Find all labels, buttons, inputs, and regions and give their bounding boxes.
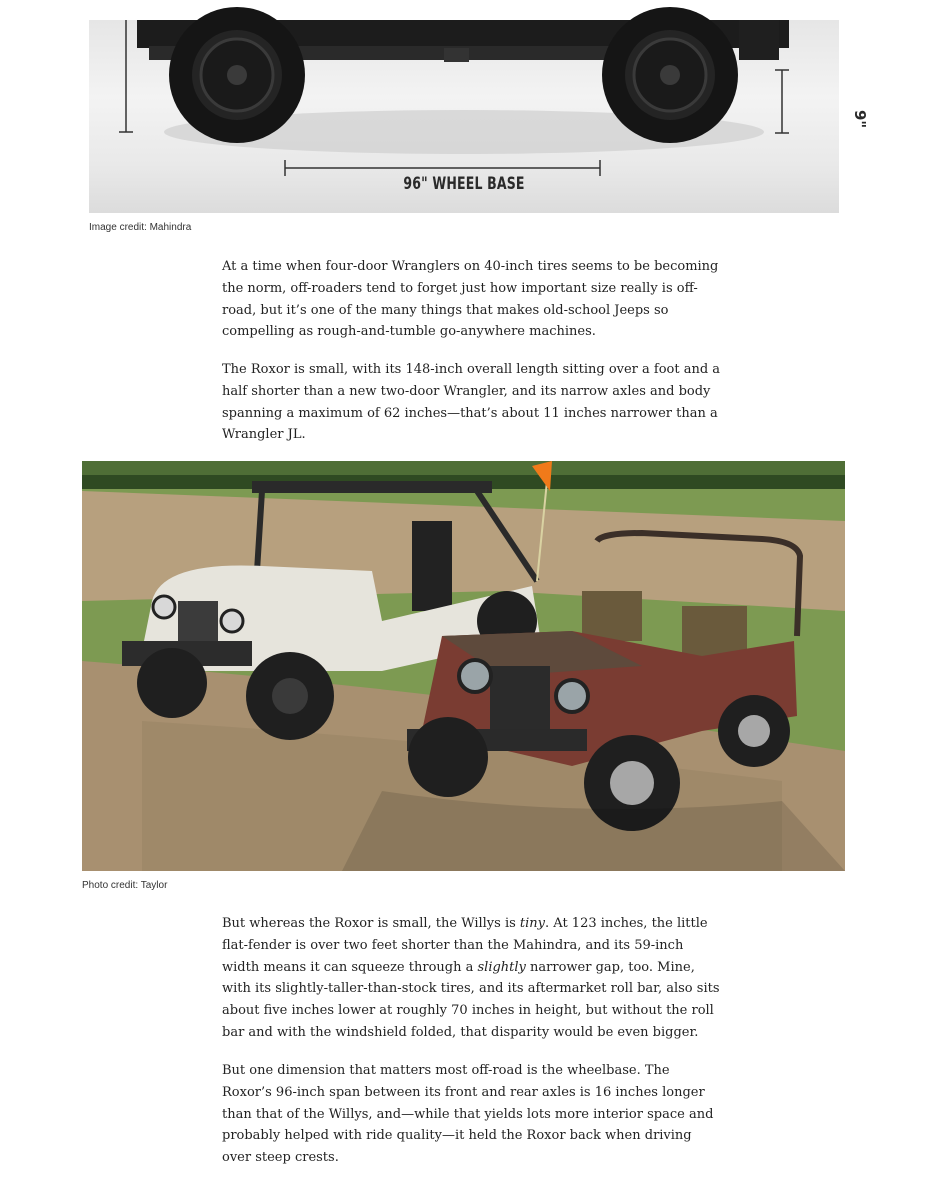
- wheelbase-diagram-image: [89, 20, 869, 213]
- paragraph-3-text-b: . At 123 inches, the little flat-fender is over two feet shorter than the Mahindra, and its 59-inch width means it can squeeze through a: [222, 916, 708, 975]
- rear-wheel: [602, 7, 738, 143]
- article-paragraph-3: [222, 913, 722, 1044]
- paragraph-3-text-a: But whereas the Roxor is small, the Willys is: [222, 916, 520, 931]
- front-wheel: [169, 7, 305, 143]
- roxor-willys-photo: [82, 461, 845, 871]
- two-jeeps-illustration: [82, 461, 845, 871]
- emphasis-slightly: slightly: [477, 959, 526, 975]
- wheelbase-label: 96" WHEEL BASE: [403, 174, 525, 194]
- article-paragraph-4: But one dimension that matters most off-road is the wheelbase. The Roxor’s 96-inch span between its front and rear axles is 16 inches longer than that of the Willys, and—while that yields lots more interior space and probably helped with ride quality—it held the Roxor back when driving over steep crests.: [222, 1063, 714, 1166]
- image-credit-caption: Image credit: Mahindra: [89, 222, 192, 233]
- photo-credit-caption: Photo credit: Taylor: [82, 880, 168, 891]
- article-paragraph-2: The Roxor is small, with its 148-inch overall length sitting over a foot and a half shorter than a new two-door Wrangler, and its narrow axles and body spanning a maximum of 62 inches—that’s about 11 inches narrower than a Wrangler JL.: [222, 362, 721, 443]
- paragraph-3-text-c: narrower gap, too. Mine, with its slightly-taller-than-stock tires, and its aftermarket roll bar, also sits about five inches lower at roughly 70 inches in height, but without the roll bar and with the windshield folded, that disparity would be even bigger.: [222, 959, 720, 1040]
- ground-clearance-label: 9": [851, 110, 869, 129]
- emphasis-tiny: tiny: [519, 916, 546, 931]
- article-paragraph-1: At a time when four-door Wranglers on 40-inch tires seems to be becoming the norm, off-roaders tend to forget just how important size really is off-road, but it’s one of the many things that makes old-school Jeeps so compelling as rough-and-tumble go-anywhere machines.: [222, 259, 719, 340]
